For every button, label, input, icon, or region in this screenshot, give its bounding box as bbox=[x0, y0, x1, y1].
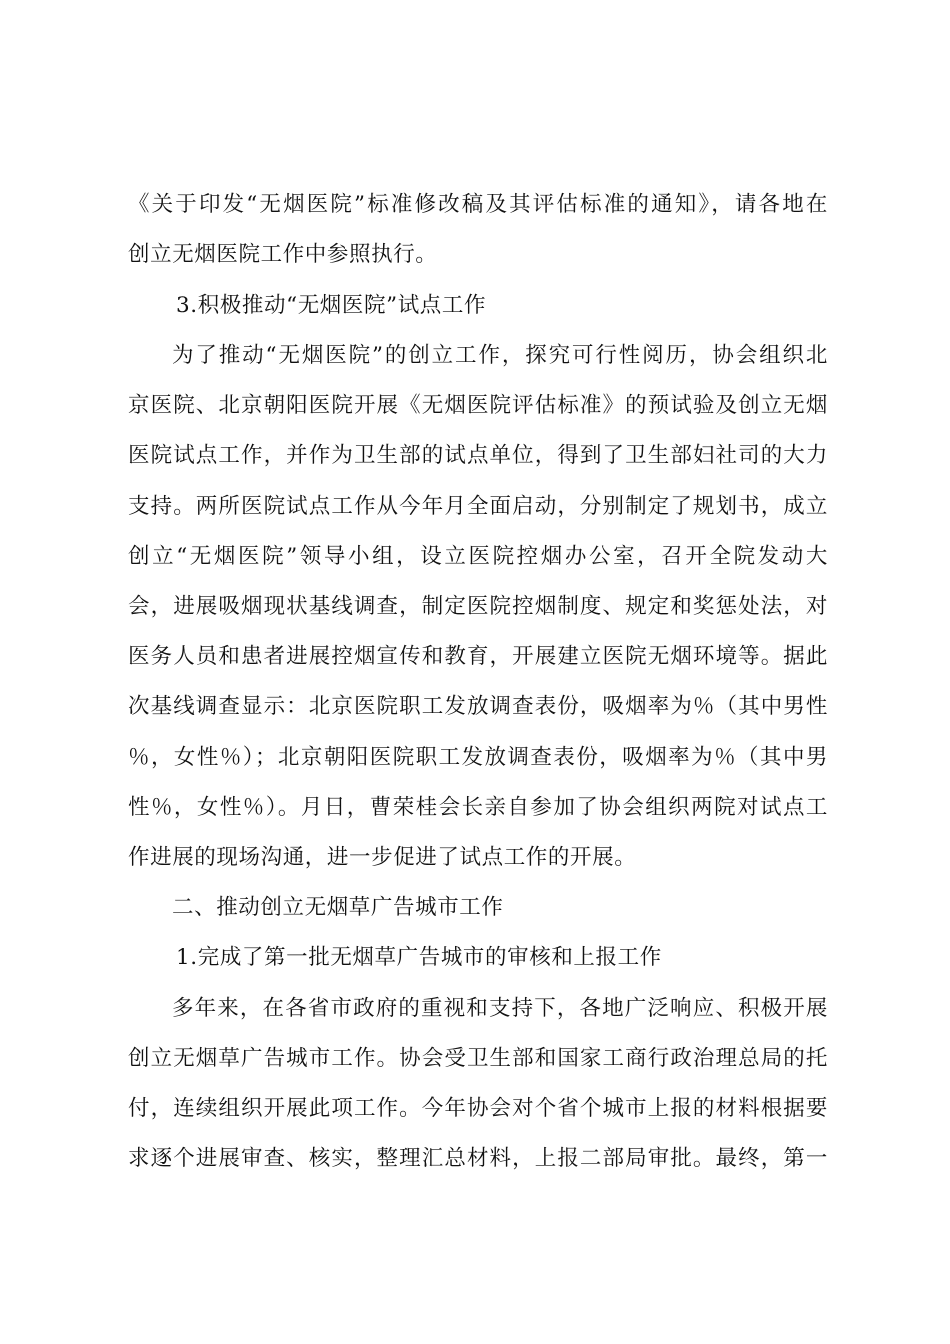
paragraph-line: 医务人员和患者进展控烟宣传和教育，开展建立医院无烟环境等。据此 bbox=[128, 644, 828, 669]
section-heading: 二、推动创立无烟草广告城市工作 bbox=[172, 895, 504, 920]
paragraph-line: 次基线调查显示：北京医院职工发放调查表份，吸烟率为％（其中男性 bbox=[128, 694, 828, 719]
paragraph-line: 求逐个进展审查、核实，整理汇总材料，上报二部局审批。最终，第一 bbox=[128, 1146, 828, 1171]
paragraph-line: 《关于印发“无烟医院”标准修改稿及其评估标准的通知》，请各地在 bbox=[128, 192, 828, 217]
paragraph-line: 创立无烟医院工作中参照执行。 bbox=[128, 242, 438, 267]
paragraph-line: 付，连续组织开展此项工作。今年协会对个省个城市上报的材料根据要 bbox=[128, 1096, 828, 1121]
paragraph-line: 支持。两所医院试点工作从今年月全面启动，分别制定了规划书，成立 bbox=[128, 494, 828, 519]
section-heading: 3.积极推动“无烟医院”试点工作 bbox=[176, 293, 487, 318]
subsection-heading: 1.完成了第一批无烟草广告城市的审核和上报工作 bbox=[176, 945, 662, 970]
paragraph-line: 作进展的现场沟通，进一步促进了试点工作的开展。 bbox=[128, 845, 637, 870]
paragraph-line: 多年来，在各省市政府的重视和支持下，各地广泛响应、积极开展 bbox=[172, 996, 828, 1021]
paragraph-line: 创立无烟草广告城市工作。协会受卫生部和国家工商行政治理总局的托 bbox=[128, 1046, 828, 1071]
paragraph-line: 创立“无烟医院”领导小组，设立医院控烟办公室，召开全院发动大 bbox=[128, 544, 828, 569]
paragraph-line: ％，女性％）；北京朝阳医院职工发放调查表份，吸烟率为％（其中男 bbox=[128, 745, 828, 770]
paragraph-line: 为了推动“无烟医院”的创立工作，探究可行性阅历，协会组织北 bbox=[172, 343, 828, 368]
paragraph-line: 医院试点工作，并作为卫生部的试点单位，得到了卫生部妇社司的大力 bbox=[128, 443, 828, 468]
paragraph-line: 会，进展吸烟现状基线调查，制定医院控烟制度、规定和奖惩处法，对 bbox=[128, 594, 828, 619]
paragraph-line: 性％，女性％）。月日，曹荣桂会长亲自参加了协会组织两院对试点工 bbox=[128, 795, 828, 820]
paragraph-line: 京医院、北京朝阳医院开展《无烟医院评估标准》的预试验及创立无烟 bbox=[128, 393, 828, 418]
